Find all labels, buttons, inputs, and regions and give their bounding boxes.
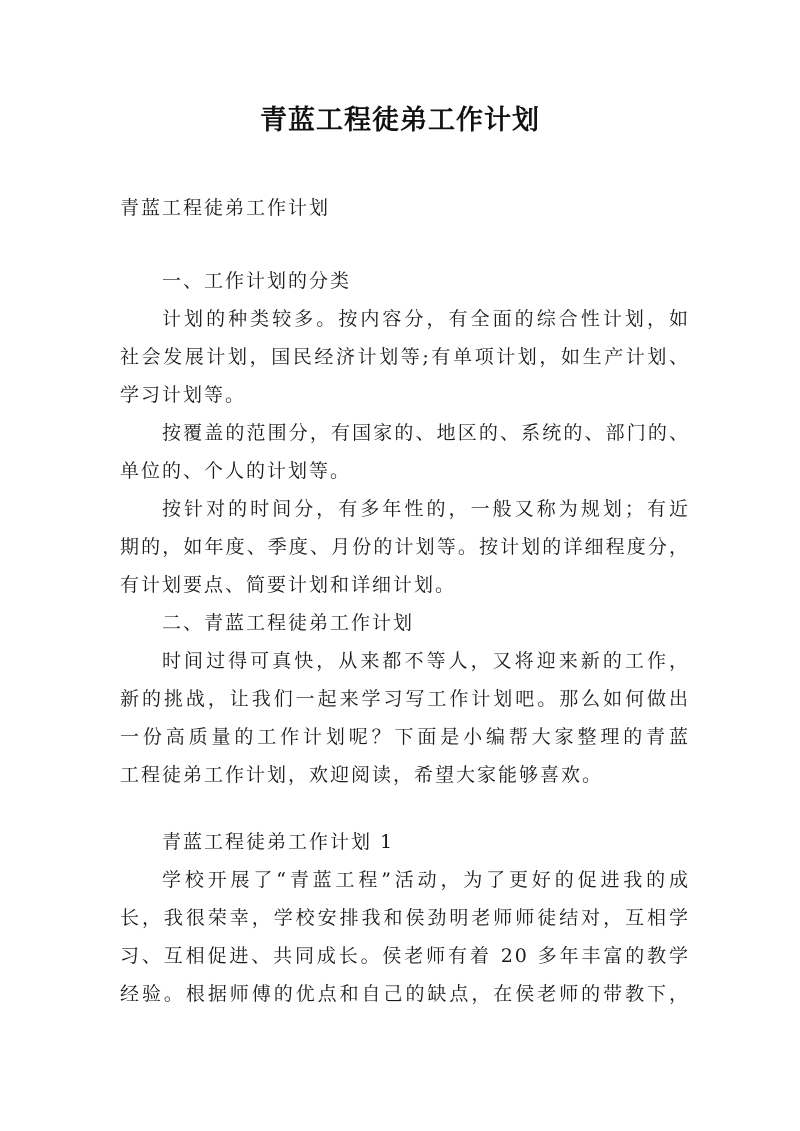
plan-heading: 青蓝工程徒弟工作计划 1 (162, 831, 395, 853)
paragraph-line: 工程徒弟工作计划，欢迎阅读，希望大家能够喜欢。 (120, 764, 604, 786)
paragraph-line: 单位的、个人的计划等。 (120, 460, 352, 482)
section-1 (120, 262, 690, 794)
paragraph-line: 按覆盖的范围分，有国家的、地区的、系统的、部门的、 (162, 422, 690, 444)
paragraph-line: 长，我很荣幸，学校安排我和侯劲明老师师徒结对，互相学 (120, 907, 690, 929)
paragraph-line: 学校开展了“青蓝工程”活动，为了更好的促进我的成 (162, 869, 690, 891)
plan-1 (120, 823, 690, 1013)
paragraph-line: 经验。根据师傅的优点和自己的缺点，在侯老师的带教下， (120, 983, 690, 1005)
section-heading: 一、工作计划的分类 (162, 270, 352, 292)
paragraph-line: 社会发展计划，国民经济计划等;有单项计划，如生产计划、 (120, 346, 690, 368)
paragraph-line: 按针对的时间分，有多年性的，一般又称为规划；有近 (162, 498, 690, 520)
paragraph-line: 学习计划等。 (120, 384, 247, 406)
paragraph-line: 有计划要点、简要计划和详细计划。 (120, 574, 457, 596)
paragraph-line: 习、互相促进、共同成长。侯老师有着 20 多年丰富的教学 (120, 945, 690, 967)
paragraph-line: 期的，如年度、季度、月份的计划等。按计划的详细程度分， (120, 536, 690, 558)
document-subtitle: 青蓝工程徒弟工作计划 (120, 197, 331, 219)
paragraph-line: 一份高质量的工作计划呢？下面是小编帮大家整理的青蓝 (120, 726, 690, 748)
paragraph-line: 新的挑战，让我们一起来学习写工作计划吧。那么如何做出 (120, 688, 690, 710)
paragraph-line: 时间过得可真快，从来都不等人，又将迎来新的工作， (162, 650, 690, 672)
document-title: 青蓝工程徒弟工作计划 (260, 105, 540, 136)
section-heading: 二、青蓝工程徒弟工作计划 (162, 612, 415, 634)
paragraph-line: 计划的种类较多。按内容分，有全面的综合性计划，如 (162, 308, 690, 330)
